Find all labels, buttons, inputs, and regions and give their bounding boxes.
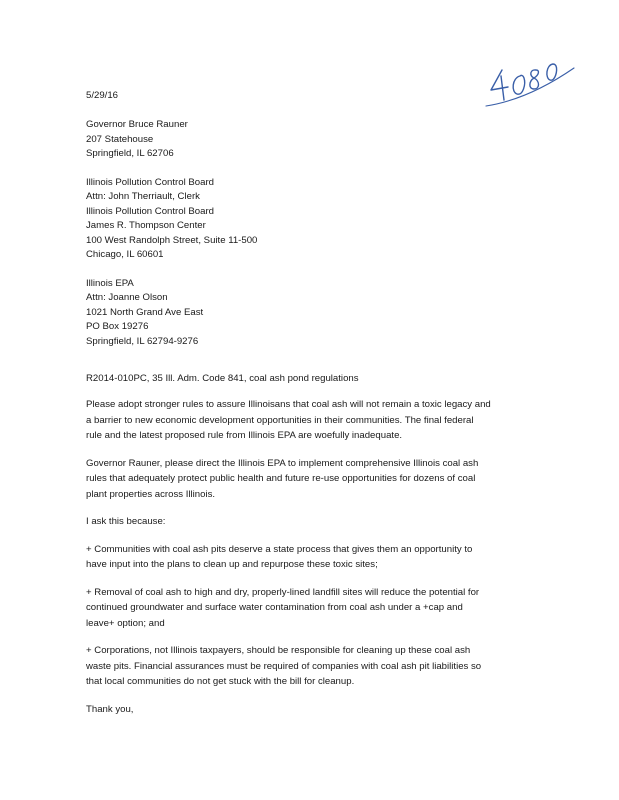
address-line: Chicago, IL 60601 <box>86 249 164 260</box>
address-line: James R. Thompson Center <box>86 220 206 231</box>
closing: Thank you, <box>86 703 134 715</box>
letter-date: 5/29/16 <box>86 90 119 101</box>
address-line: Attn: John Therriault, Clerk <box>86 191 200 202</box>
paragraph-line: continued groundwater and surface water contamination from coal ash under a +cap and <box>86 602 463 613</box>
paragraph-line: have input into the plans to clean up and repurpose these toxic sites; <box>86 559 378 570</box>
paragraph-reasons-intro <box>86 514 546 530</box>
paragraph-line: Please adopt stronger rules to assure Illinoisans that coal ash will not remain a toxic legacy and <box>86 399 491 410</box>
address-line: Springfield, IL 62794-9276 <box>86 335 199 347</box>
address-line: Illinois Pollution Control Board <box>86 205 214 217</box>
address-line: 1021 North Grand Ave East <box>86 306 204 318</box>
paragraph-line: a barrier to new economic development opportunities in their communities. The final federal <box>86 414 474 426</box>
paragraph-line: + Communities with coal ash pits deserve a state process that gives them an opportunity to <box>86 543 473 555</box>
paragraph-line: Governor Rauner, please direct the Illinois EPA to implement comprehensive Illinois coal ash <box>86 457 479 469</box>
recipient-illinois-epa <box>86 277 546 350</box>
address-line: 100 West Randolph Street, Suite 11-500 <box>86 234 258 246</box>
paragraph-line: leave+ option; and <box>86 617 165 629</box>
paragraph-governor <box>86 456 546 503</box>
paragraph-line: + Removal of coal ash to high and dry, properly-lined landfill sites will reduce the potential for <box>86 586 480 598</box>
paragraph-line: + Corporations, not Illinois taxpayers, should be responsible for cleaning up these coal ash <box>86 645 471 656</box>
paragraph-reason-removal <box>86 585 546 632</box>
address-line: Illinois EPA <box>86 277 134 289</box>
address-line: Springfield, IL 62706 <box>86 148 174 159</box>
address-line: Illinois Pollution Control Board <box>86 176 214 188</box>
paragraph-request <box>86 397 546 444</box>
subject-line: R2014-010PC, 35 Ill. Adm. Code 841, coal ash pond regulations <box>86 373 359 384</box>
paragraph-reason-communities <box>86 542 546 573</box>
address-line: PO Box 19276 <box>86 321 149 332</box>
paragraph-line: rule and the latest proposed rule from Illinois EPA are woefully inadequate. <box>86 430 403 441</box>
address-line: 207 Statehouse <box>86 133 154 145</box>
recipient-pollution-control-board <box>86 176 546 263</box>
recipient-governor <box>86 118 546 162</box>
paragraph-reason-corporations <box>86 643 546 690</box>
address-line: Governor Bruce Rauner <box>86 119 188 130</box>
letter-body <box>86 90 546 717</box>
paragraph-line: plant properties across Illinois. <box>86 488 216 500</box>
paragraph-line: waste pits. Financial assurances must be required of companies with coal ash pit liabilities so <box>86 660 482 672</box>
paragraph-line: that local communities do not get stuck with the bill for cleanup. <box>86 676 355 687</box>
paragraph-line: rules that adequately protect public health and future re-use opportunities for dozens of coal <box>86 473 476 484</box>
address-line: Attn: Joanne Olson <box>86 292 168 303</box>
paragraph-line: I ask this because: <box>86 516 166 527</box>
